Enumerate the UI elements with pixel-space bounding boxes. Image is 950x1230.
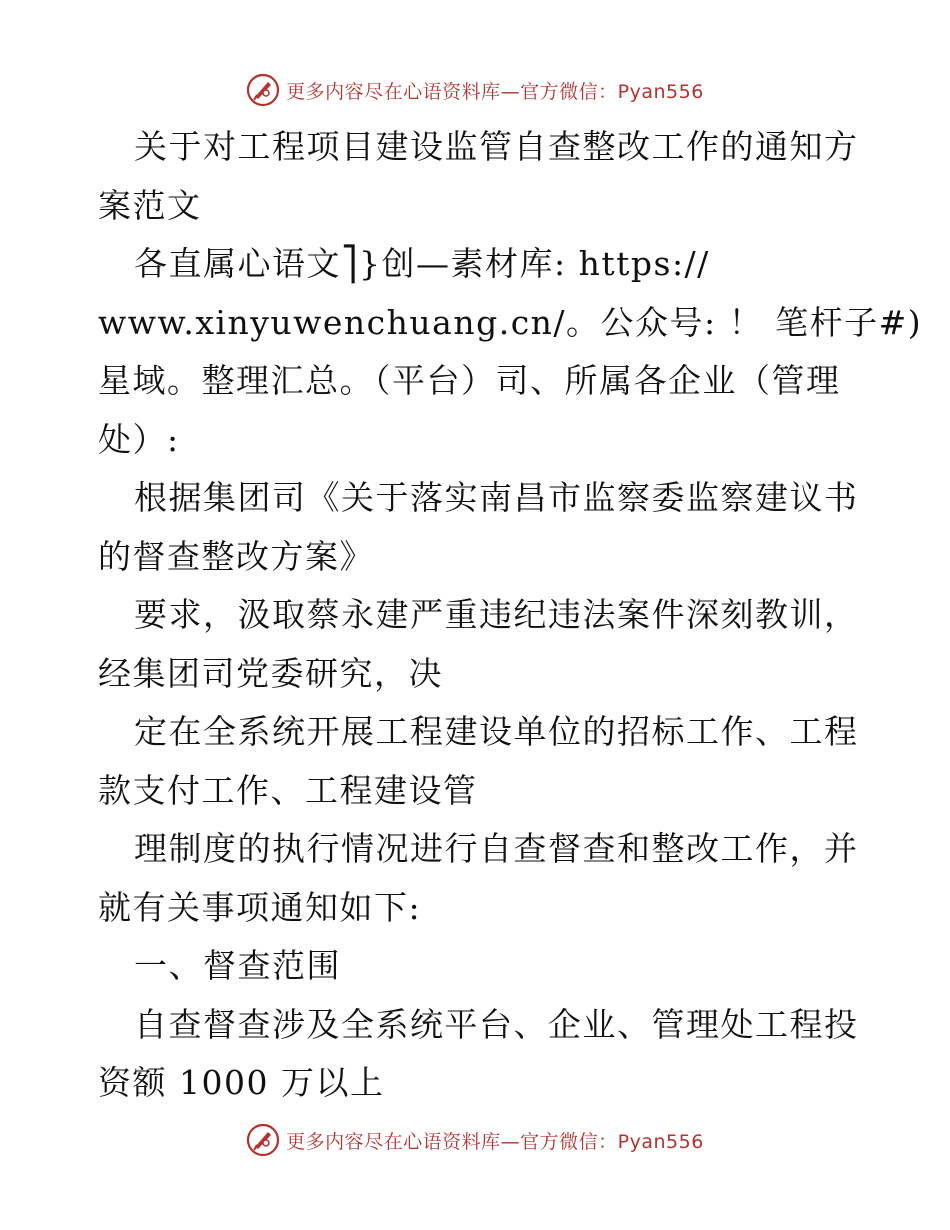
doc-line: 的督查整改方案》 — [98, 536, 374, 576]
doc-line: 定在全系统开展工程建设单位的招标工作、工程 — [134, 712, 859, 751]
doc-line: 自查督查涉及全系统平台、企业、管理处工程投 — [134, 1004, 859, 1044]
banner-slogan — [286, 77, 704, 104]
doc-line: 经集团司党委研究，决 — [98, 653, 443, 693]
banner-wechat: 官方微信：Pyan556 — [520, 80, 704, 103]
doc-line: 要求，汲取蔡永建严重违纪违法案件深刻教训， — [134, 595, 859, 634]
doc-line: 案范文 — [98, 185, 202, 225]
banner-text: 更多内容尽在心语资料库 — [286, 80, 501, 103]
quill-seal-icon — [246, 73, 280, 107]
doc-line: www.xinyuwenchuang.cn/。公众号: ！ 笔杆子#) — [98, 302, 923, 342]
doc-line: 款支付工作、工程建设管 — [98, 770, 478, 810]
banner-wechat: 官方微信：Pyan556 — [520, 1130, 704, 1153]
document-body — [98, 118, 923, 1113]
doc-line: 就有关事项通知如下: — [98, 887, 422, 927]
doc-line: 根据集团司《关于落实南昌市监察委监察建议书 — [134, 478, 859, 517]
banner-slogan — [286, 1127, 704, 1154]
doc-line: 一、督查范围 — [134, 946, 341, 985]
doc-line: 各直属心语文⎤}创—素材库: https:// — [134, 244, 710, 283]
doc-line: 关于对工程项目建设监管自查整改工作的通知方 — [134, 127, 859, 166]
doc-line: 理制度的执行情况进行自查督查和整改工作，并 — [134, 829, 859, 868]
banner-separator: — — [500, 80, 521, 103]
quill-seal-icon — [246, 1123, 280, 1157]
doc-line: 处）: — [98, 419, 180, 459]
doc-line: 资额 1000 万以上 — [98, 1063, 385, 1102]
banner-text: 更多内容尽在心语资料库 — [286, 1130, 501, 1153]
header-banner — [0, 70, 950, 110]
footer-banner — [0, 1120, 950, 1160]
banner-separator: — — [500, 1130, 521, 1153]
doc-line: 星域。整理汇总。（平台）司、所属各企业（管理 — [98, 361, 841, 400]
